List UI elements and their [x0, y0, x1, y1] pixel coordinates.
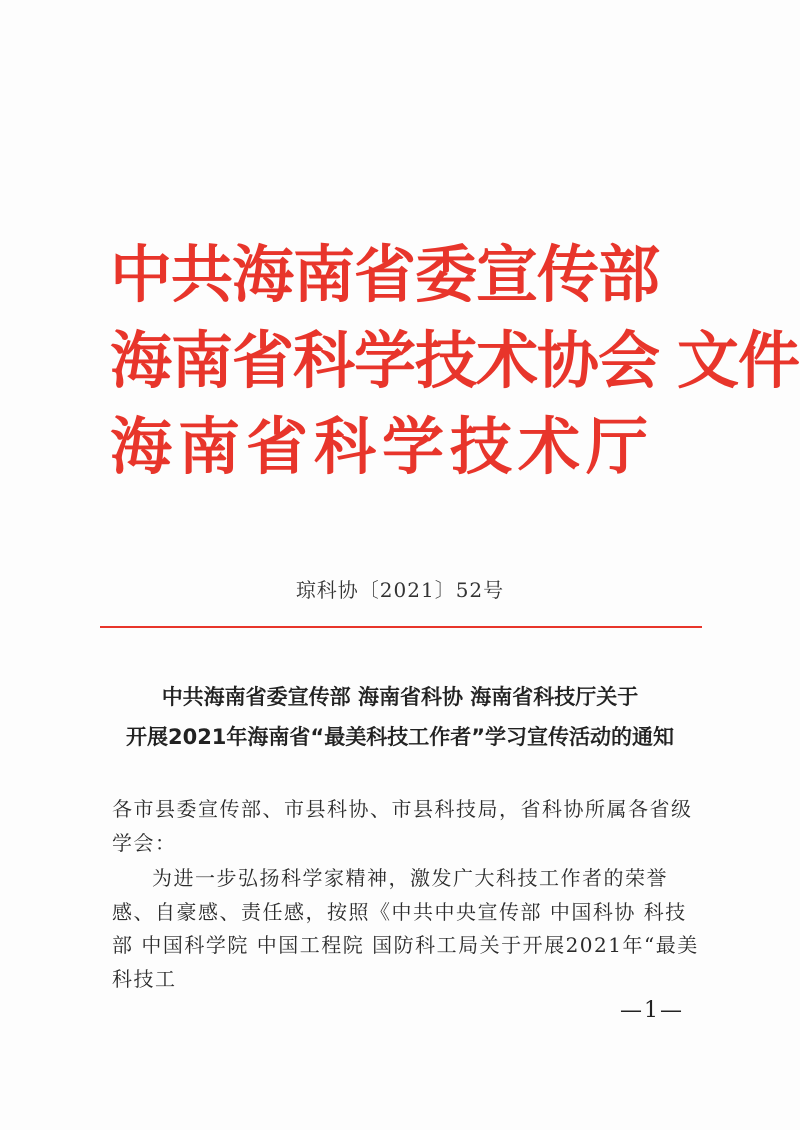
issuer-header	[110, 232, 800, 490]
title-line-2: 开展2021年海南省“最美科技工作者”学习宣传活动的通知	[125, 725, 675, 749]
issuer-propaganda-dept: 中共海南省委宣传部	[110, 238, 660, 311]
body-paragraph-1: 为进一步弘扬科学家精神，激发广大科技工作者的荣誉感、自豪感、责任感，按照《中共中央宣传部 中国科协 科技部 中国科学院 中国工程院 国防科工局关于开展2021年“最美科技工	[112, 866, 699, 991]
issuer-line-3	[110, 404, 750, 490]
salutation: 各市县委宣传部、市县科协、市县科技局，省科协所属各省级学会：	[112, 797, 693, 855]
document-body	[112, 793, 702, 996]
title-line-1: 中共海南省委宣传部 海南省科协 海南省科技厅关于	[161, 685, 639, 709]
document-number: 琼科协〔2021〕52号	[295, 578, 505, 602]
document-word: 文件	[677, 324, 800, 397]
red-divider-line	[100, 626, 702, 628]
issuer-science-department: 海南省科学技术厅	[110, 410, 655, 483]
document-title	[0, 677, 800, 757]
page-number: —1—	[620, 998, 684, 1023]
issuer-line-1	[110, 232, 750, 318]
issuer-line-2	[110, 318, 800, 404]
issuer-science-association: 海南省科学技术协会	[110, 324, 660, 397]
